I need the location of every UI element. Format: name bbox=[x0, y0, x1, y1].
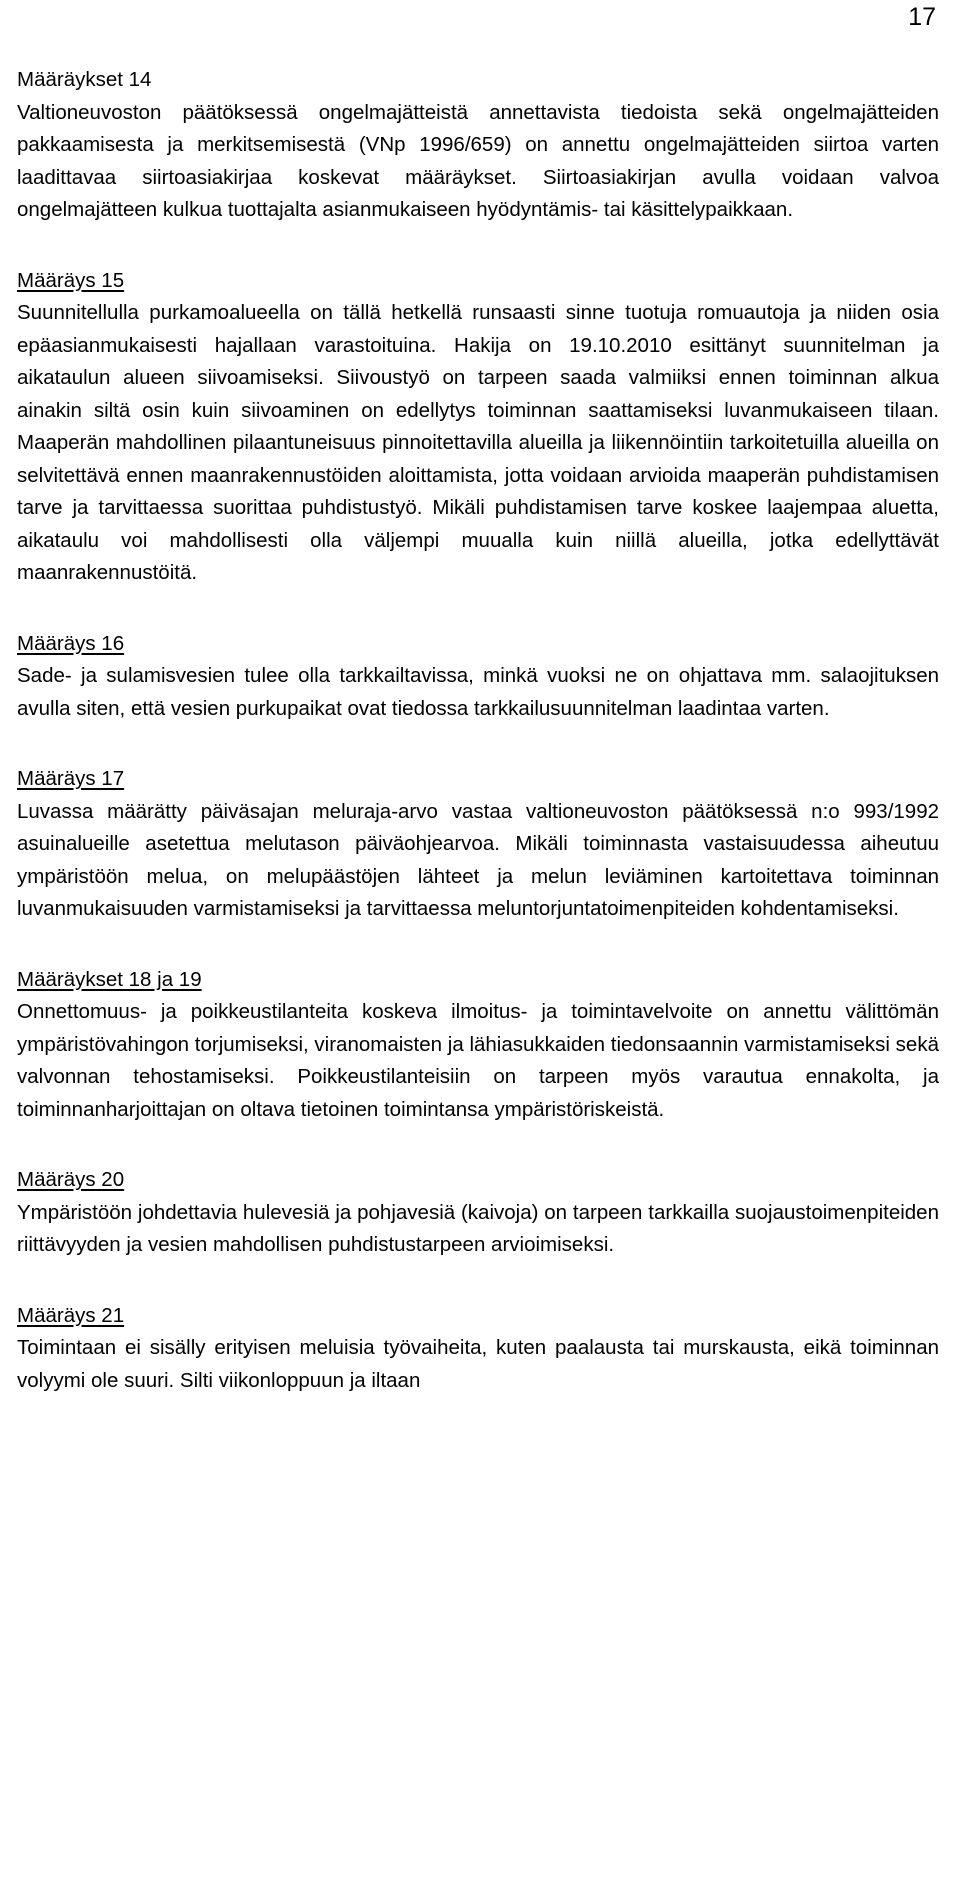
section-paragraph: Toimintaan ei sisälly erityisen meluisia työvaiheita, kuten paalausta tai murskausta, eikä toiminnan volyymi ole suuri. Silti viikonloppuun ja iltaan bbox=[17, 1336, 939, 1392]
page-number: 17 bbox=[908, 3, 936, 31]
section-heading: Määräys 21 bbox=[17, 1303, 125, 1327]
section-heading: Määräys 15 bbox=[17, 268, 125, 292]
section-maarays-15 bbox=[17, 265, 939, 590]
section-heading: Määräys 16 bbox=[17, 631, 125, 655]
section-heading: Määräys 20 bbox=[17, 1168, 125, 1191]
section-paragraph: Ympäristöön johdettavia hulevesiä ja pohjavesiä (kaivoja) on tarpeen tarkkailla suojaustoimenpiteiden riittävyyden ja vesien mahdollisen puhdistustarpeen arvioimiseksi. bbox=[17, 1200, 939, 1256]
section-paragraph: Luvassa määrätty päiväsajan meluraja-arvo vastaa valtioneuvoston päätöksessä n:o 993/1992 asuinalueille asetettua melutason päiväohjearvoa. Mikäli toiminnasta vastaisuudessa aiheutuu ympäristöön melua, on melupäästöjen lähteet ja melun leviäminen kartoitettava toiminnan luvanmukaisuuden varmistamiseksi ja tarvittaessa meluntorjuntatoimenpiteiden kohdentamiseksi. bbox=[17, 799, 939, 920]
section-paragraph: Sade- ja sulamisvesien tulee olla tarkkailtavissa, minkä vuoksi ne on ohjattava mm. salaojituksen avulla siten, että vesien purkupaikat ovat tiedossa tarkkailusuunnitelman laadintaa varten. bbox=[17, 664, 939, 720]
section-maarays-16 bbox=[17, 628, 939, 726]
section-heading: Määräys 17 bbox=[17, 767, 125, 790]
section-maarays-20 bbox=[17, 1164, 939, 1262]
section-maarays-21 bbox=[17, 1300, 939, 1398]
section-paragraph: Suunnitellulla purkamoalueella on tällä hetkellä runsaasti sinne tuotuja romuautoja ja niiden osia epäasianmukaisesti hajallaan varastoituina. Hakija on 19.10.2010 esittänyt suunnitelman ja aikataulun alueen siivoamiseksi. Siivoustyö on tarpeen saada valmiiksi ennen toiminnan alkua ainakin siltä osin kuin siivoaminen on edellytys toiminnan saattamiseksi luvanmukaiseen tilaan. Maaperän mahdollinen pilaantuneisuus pinnoitettavilla alueilla ja liikennöintiin tarkoitetuilla alueilla on selvitettävä ennen maanrakennustöiden aloittamista, jotta voidaan arvioida maaperän puhdistamisen tarve ja tarvittaessa suorittaa puhdistustyö. Mikäli puhdistamisen tarve koskee laajempaa aluetta, aikataulu voi mahdollisesti olla väljempi muualla kuin niillä alueilla, jotka edellyttävät maanrakennustöitä. bbox=[17, 301, 939, 584]
section-heading: Määräykset 14 bbox=[17, 68, 152, 91]
section-maaraykset-18-19 bbox=[17, 964, 939, 1127]
section-maarays-17 bbox=[17, 763, 939, 926]
section-paragraph: Onnettomuus- ja poikkeustilanteita koskeva ilmoitus- ja toimintavelvoite on annettu välittömän ympäristövahingon torjumiseksi, viranomaisten ja lähiasukkaiden tiedonsaannin varmistamiseksi sekä valvonnan tehostamiseksi. Poikkeustilanteisiin on tarpeen myös varautua ennakolta, ja toiminnanharjoittajan on oltava tietoinen toimintansa ympäristöriskeistä. bbox=[17, 1000, 939, 1121]
document-body bbox=[17, 64, 939, 1435]
section-heading: Määräykset 18 ja 19 bbox=[17, 967, 202, 991]
section-paragraph: Valtioneuvoston päätöksessä ongelmajätteistä annettavista tiedoista sekä ongelmajätteiden pakkaamisesta ja merkitsemisestä (VNp 1996/659) on annettu ongelmajätteiden siirtoa varten laadittavaa siirtoasiakirjaa koskevat määräykset. Siirtoasiakirjan avulla voidaan valvoa ongelmajätteen kulkua tuottajalta asianmukaiseen hyödyntämis- tai käsittelypaikkaan. bbox=[17, 100, 939, 221]
section-maaraykset-14 bbox=[17, 64, 939, 227]
